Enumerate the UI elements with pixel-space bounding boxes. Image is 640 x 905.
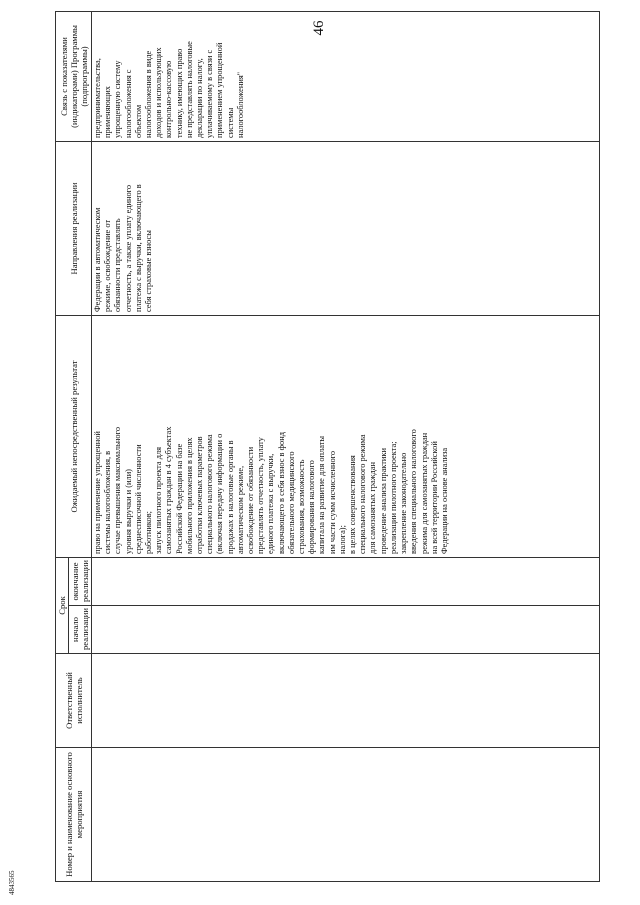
- text-line: обязанности представлять: [113, 218, 123, 312]
- text-line: запуск пилотного проекта для: [154, 446, 164, 554]
- text-line: закрепление законодательно: [399, 452, 409, 554]
- header-responsible-executor: Ответственный исполнитель: [56, 654, 92, 748]
- text-line: им части сумм исчисленного: [327, 450, 337, 554]
- text-line: Федерации на основе анализа: [439, 447, 449, 554]
- cell-indicator-link: [92, 11, 600, 141]
- text-line: применяющих: [103, 86, 113, 138]
- cell-expected-result: [92, 315, 600, 557]
- header-term-start: начало реализации: [69, 606, 92, 654]
- cell-executor: [92, 654, 600, 748]
- text-line: себя страховые взносы: [144, 230, 154, 312]
- text-line: упрощенную систему: [113, 60, 123, 138]
- text-line: технику, имеющих право: [174, 48, 184, 138]
- text-line: представлять отчетность, уплату: [256, 437, 266, 554]
- text-line: отработки ключевых параметров: [195, 436, 205, 554]
- text-line: продажах в налоговые органы в: [225, 440, 235, 554]
- rotated-page: [55, 12, 615, 882]
- text-line: автоматическом режиме,: [235, 465, 245, 554]
- text-line: налогообложения": [235, 71, 245, 138]
- text-line: случае превышения максимального: [113, 426, 123, 554]
- text-line: (включая передачу информации о: [215, 433, 225, 554]
- header-indicator-link: Связь с показателями (индикаторами) Программы (подпрограммы): [56, 11, 92, 141]
- text-line: системы налогообложения, в: [103, 450, 113, 554]
- text-line: применением упрощенной: [215, 42, 225, 138]
- text-line: Российской Федерации на базе: [174, 443, 184, 554]
- text-line: специального налогового режима: [358, 434, 368, 554]
- cell-directions: [92, 141, 600, 315]
- text-line: мобильного приложения в целях: [184, 437, 194, 554]
- text-line: налога);: [337, 525, 347, 554]
- text-line: в целях совершенствования: [348, 455, 358, 554]
- text-line: введения специального налогового: [409, 429, 419, 554]
- header-term-end: окончание реализации: [69, 557, 92, 605]
- text-line: налогообложения с: [123, 69, 133, 138]
- page-number: 46: [311, 20, 327, 36]
- expected-result-text: [93, 319, 450, 554]
- text-line: не представлять налоговые: [184, 41, 194, 138]
- text-line: реализации пилотного проекта;: [388, 441, 398, 554]
- text-line: среднесписочной численности: [133, 444, 143, 554]
- text-line: единого платежа с выручки,: [266, 453, 276, 554]
- text-line: включающего в себя взнос в фонд: [276, 432, 286, 554]
- text-line: налогообложения в виде: [144, 50, 154, 138]
- indicator-link-text: [93, 15, 246, 138]
- cell-activity: [92, 748, 600, 882]
- text-line: для самозанятых граждан: [368, 462, 378, 554]
- text-line: специального налогового режима: [205, 434, 215, 554]
- text-line: отчетность, а также уплату единого: [123, 184, 133, 312]
- text-line: уплачиваемому в связи с: [205, 49, 215, 138]
- text-line: освобождение от обязанности: [246, 446, 256, 554]
- text-line: право на применение упрощенной: [93, 431, 102, 554]
- text-line: объектом: [133, 104, 143, 138]
- text-line: проведение анализа практики: [378, 448, 388, 554]
- text-line: работников;: [144, 511, 154, 554]
- text-line: самозанятых граждан в 4 субъектах: [164, 426, 174, 554]
- text-line: доходов и использующих: [154, 47, 164, 138]
- header-activity-number-name: Номер и наименование основного мероприятия: [56, 748, 92, 882]
- header-directions: Направления реализации: [56, 141, 92, 315]
- header-expected-result: Ожидаемый непосредственный результат: [56, 315, 92, 557]
- document-id: 4843565: [8, 870, 16, 895]
- text-line: декларации по налогу,: [195, 58, 205, 138]
- cell-term-end: [92, 557, 600, 605]
- activities-table: [55, 11, 600, 882]
- header-term: Срок: [56, 557, 69, 653]
- text-line: контрольно-кассовую: [164, 60, 174, 138]
- table-row: [92, 11, 600, 881]
- text-line: уровня выручки и (или): [123, 469, 133, 554]
- text-line: капитала на развитие для оплаты: [317, 436, 327, 554]
- text-line: формирования налогового: [307, 460, 317, 554]
- directions-text: [93, 145, 154, 312]
- text-line: предпринимательства,: [93, 58, 102, 138]
- text-line: обязательного медицинского: [286, 451, 296, 554]
- text-line: режима для самозанятых граждан: [419, 432, 429, 554]
- text-line: системы: [225, 107, 235, 138]
- text-line: страхования, возможность: [297, 459, 307, 554]
- cell-term-start: [92, 606, 600, 654]
- text-line: платежа с выручки, включающего в: [133, 184, 143, 312]
- text-line: режиме, освобождение от: [103, 219, 113, 312]
- text-line: на всей территории Российской: [429, 441, 439, 554]
- text-line: Федерации в автоматическом: [93, 207, 102, 312]
